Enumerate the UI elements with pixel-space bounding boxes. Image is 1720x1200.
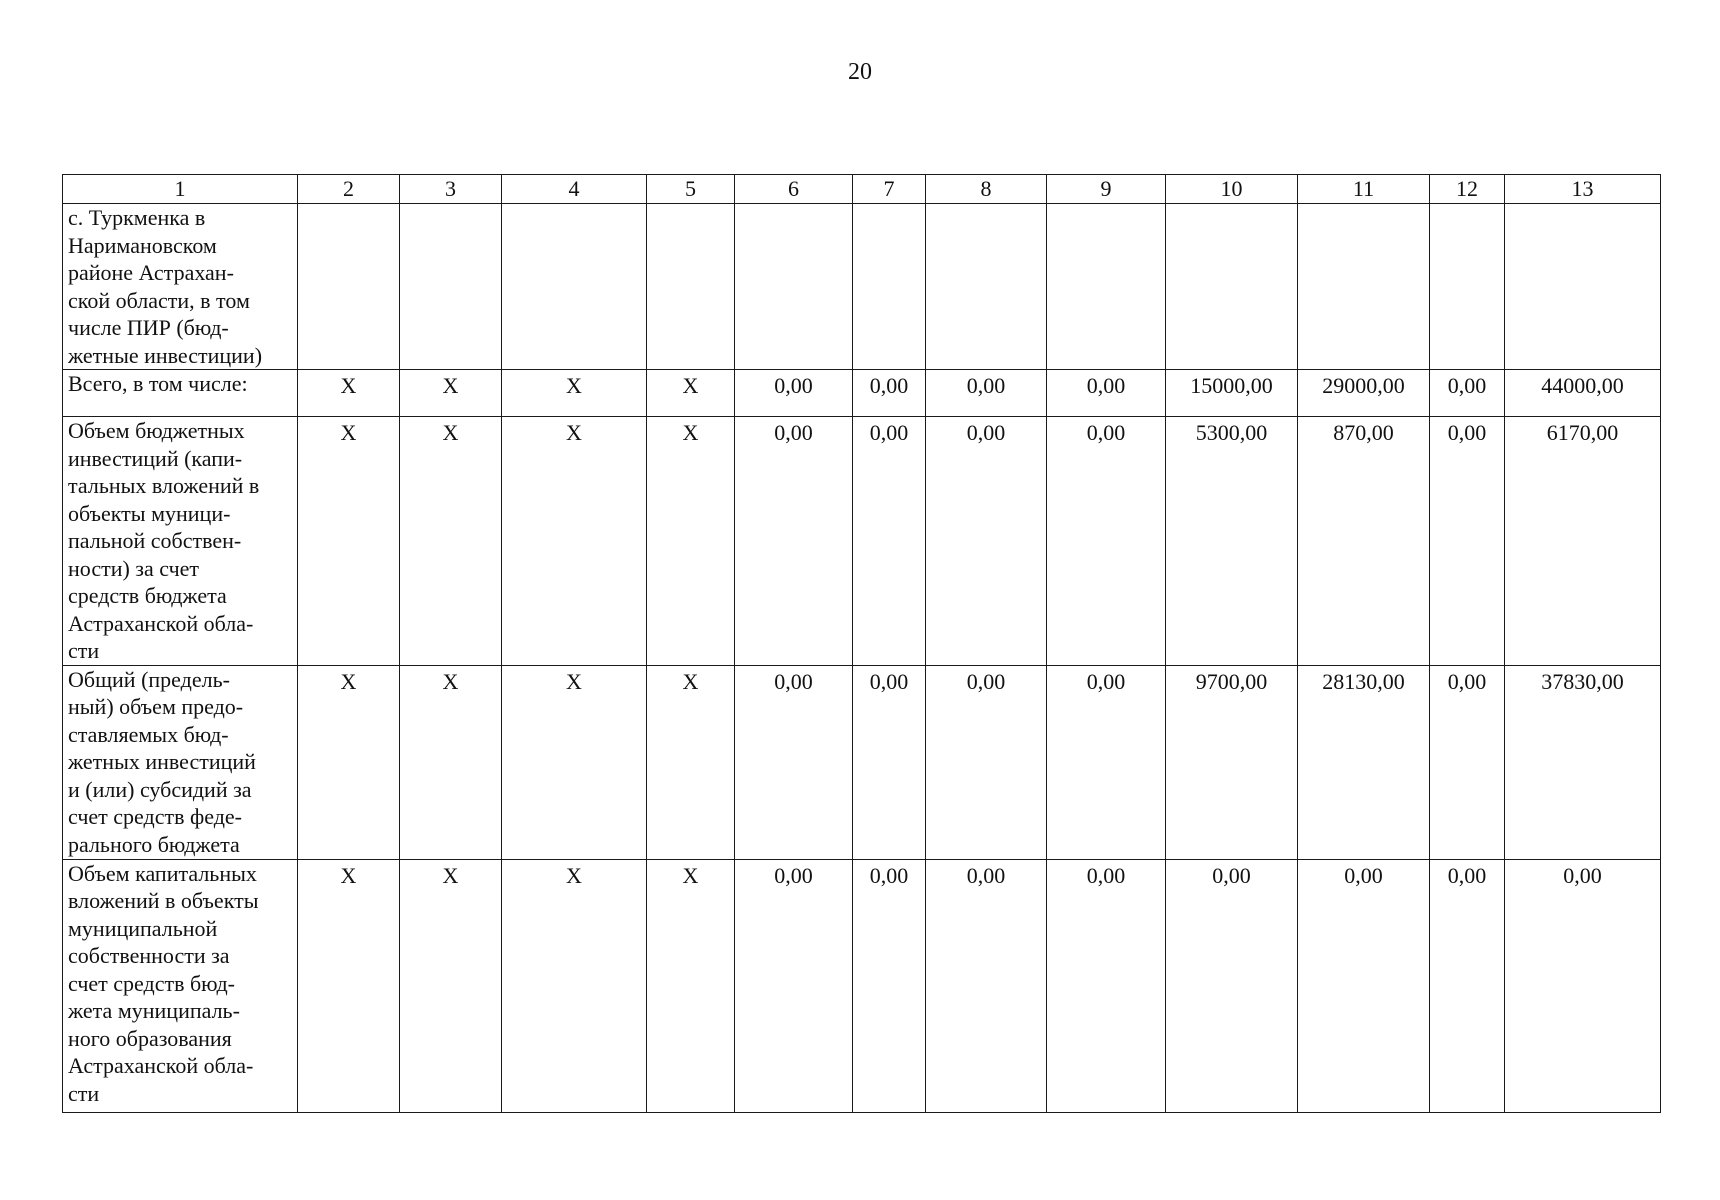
row-label-line: рального бюджета: [68, 831, 240, 857]
row-label-line: ного образования: [68, 1025, 232, 1051]
value-cell: 9700,00: [1166, 665, 1298, 859]
table-row: [63, 665, 1661, 859]
row-label-line: жетных инвестиций: [68, 749, 256, 774]
value-cell: 0,00: [853, 859, 926, 1112]
row-label-line: муниципальной: [68, 915, 218, 941]
value-cell: X: [298, 370, 400, 417]
row-label-line: инвестиций (капи-: [68, 445, 243, 471]
value-cell: 0,00: [1298, 859, 1430, 1112]
value-cell: [298, 204, 400, 370]
column-header: 12: [1430, 175, 1505, 204]
value-cell: [502, 204, 647, 370]
column-header: 5: [647, 175, 735, 204]
value-cell: X: [298, 859, 400, 1112]
value-cell: X: [400, 417, 502, 666]
value-cell: [1430, 204, 1505, 370]
value-cell: 5300,00: [1166, 417, 1298, 666]
value-cell: 0,00: [853, 665, 926, 859]
value-cell: X: [400, 859, 502, 1112]
value-cell: [735, 204, 853, 370]
column-header: 8: [926, 175, 1047, 204]
row-label-line: ставляемых бюд-: [68, 721, 229, 747]
value-cell: X: [502, 417, 647, 666]
value-cell: [400, 204, 502, 370]
row-label-line: жетные инвестиции): [68, 342, 263, 368]
column-header: 1: [63, 175, 298, 204]
value-cell: X: [647, 370, 735, 417]
row-label-line: счет средств бюд-: [68, 970, 235, 996]
value-cell: 37830,00: [1505, 665, 1661, 859]
column-header: 3: [400, 175, 502, 204]
row-label-line: сти: [68, 638, 100, 663]
row-label-line: средств бюджета: [68, 583, 227, 608]
value-cell: 0,00: [1430, 370, 1505, 417]
value-cell: X: [400, 370, 502, 417]
column-header: 11: [1298, 175, 1430, 204]
page-number: 20: [848, 59, 872, 85]
table-row: [63, 370, 1661, 417]
row-label-line: объекты муници-: [68, 500, 231, 526]
value-cell: 0,00: [735, 417, 853, 666]
value-cell: 870,00: [1298, 417, 1430, 666]
row-label-line: счет средств феде-: [68, 804, 242, 829]
value-cell: 0,00: [735, 665, 853, 859]
value-cell: [1166, 204, 1298, 370]
value-cell: X: [298, 665, 400, 859]
row-label-line: сти: [68, 1080, 100, 1106]
value-cell: 0,00: [1047, 665, 1166, 859]
row-label-line: Объем бюджетных: [68, 418, 245, 443]
table-row: [63, 204, 1661, 370]
row-label-line: Всего, в том числе:: [68, 371, 248, 396]
row-label-line: ности) за счет: [68, 555, 200, 581]
value-cell: 0,00: [1430, 859, 1505, 1112]
value-cell: 6170,00: [1505, 417, 1661, 666]
row-label-line: Объем капитальных: [68, 860, 257, 886]
value-cell: 0,00: [1047, 859, 1166, 1112]
budget-table: [62, 174, 1661, 1113]
value-cell: 0,00: [926, 859, 1047, 1112]
value-cell: 0,00: [1430, 417, 1505, 666]
row-label-line: ный) объем предо-: [68, 694, 244, 719]
value-cell: 0,00: [853, 417, 926, 666]
row-label-line: тальных вложений в: [68, 473, 260, 498]
value-cell: [926, 204, 1047, 370]
value-cell: 0,00: [1166, 859, 1298, 1112]
row-label-cell: [63, 370, 298, 417]
column-header: 10: [1166, 175, 1298, 204]
value-cell: [647, 204, 735, 370]
value-cell: 0,00: [853, 370, 926, 417]
row-label-line: районе Астрахан-: [68, 260, 234, 285]
value-cell: 0,00: [1430, 665, 1505, 859]
row-label-line: и (или) субсидий за: [68, 776, 252, 802]
column-header: 2: [298, 175, 400, 204]
value-cell: [1298, 204, 1430, 370]
value-cell: [1505, 204, 1661, 370]
value-cell: X: [647, 665, 735, 859]
row-label-line: пальной собствен-: [68, 528, 242, 553]
table-row: [63, 859, 1661, 1112]
value-cell: [1047, 204, 1166, 370]
value-cell: X: [647, 859, 735, 1112]
row-label-line: Астраханской обла-: [68, 610, 254, 636]
value-cell: 0,00: [1505, 859, 1661, 1112]
column-header: 13: [1505, 175, 1661, 204]
row-label-cell: [63, 417, 298, 666]
column-header: 7: [853, 175, 926, 204]
value-cell: 0,00: [926, 665, 1047, 859]
value-cell: 0,00: [735, 370, 853, 417]
row-label-line: жета муниципаль-: [68, 998, 240, 1023]
value-cell: 0,00: [926, 417, 1047, 666]
value-cell: 29000,00: [1298, 370, 1430, 417]
row-label-cell: [63, 859, 298, 1112]
row-label-cell: [63, 665, 298, 859]
row-label-line: с. Туркменка в: [68, 205, 206, 230]
row-label-line: собственности за: [68, 943, 230, 968]
row-label-line: Общий (предель-: [68, 666, 230, 692]
row-label-line: числе ПИР (бюд-: [68, 315, 229, 340]
column-header: 9: [1047, 175, 1166, 204]
column-header: 4: [502, 175, 647, 204]
column-header: 6: [735, 175, 853, 204]
value-cell: 0,00: [735, 859, 853, 1112]
row-label-line: ской области, в том: [68, 287, 250, 313]
value-cell: 0,00: [926, 370, 1047, 417]
value-cell: [853, 204, 926, 370]
value-cell: X: [502, 859, 647, 1112]
header-row: [63, 175, 1661, 204]
value-cell: X: [502, 665, 647, 859]
value-cell: X: [647, 417, 735, 666]
value-cell: X: [298, 417, 400, 666]
value-cell: 15000,00: [1166, 370, 1298, 417]
value-cell: 0,00: [1047, 417, 1166, 666]
table-body: [63, 204, 1661, 1113]
value-cell: X: [502, 370, 647, 417]
value-cell: X: [400, 665, 502, 859]
row-label-line: Наримановском: [68, 232, 217, 258]
row-label-line: Астраханской обла-: [68, 1053, 254, 1078]
table-row: [63, 417, 1661, 666]
row-label-line: вложений в объекты: [68, 888, 259, 913]
value-cell: 44000,00: [1505, 370, 1661, 417]
value-cell: 28130,00: [1298, 665, 1430, 859]
value-cell: 0,00: [1047, 370, 1166, 417]
row-label-cell: [63, 204, 298, 370]
